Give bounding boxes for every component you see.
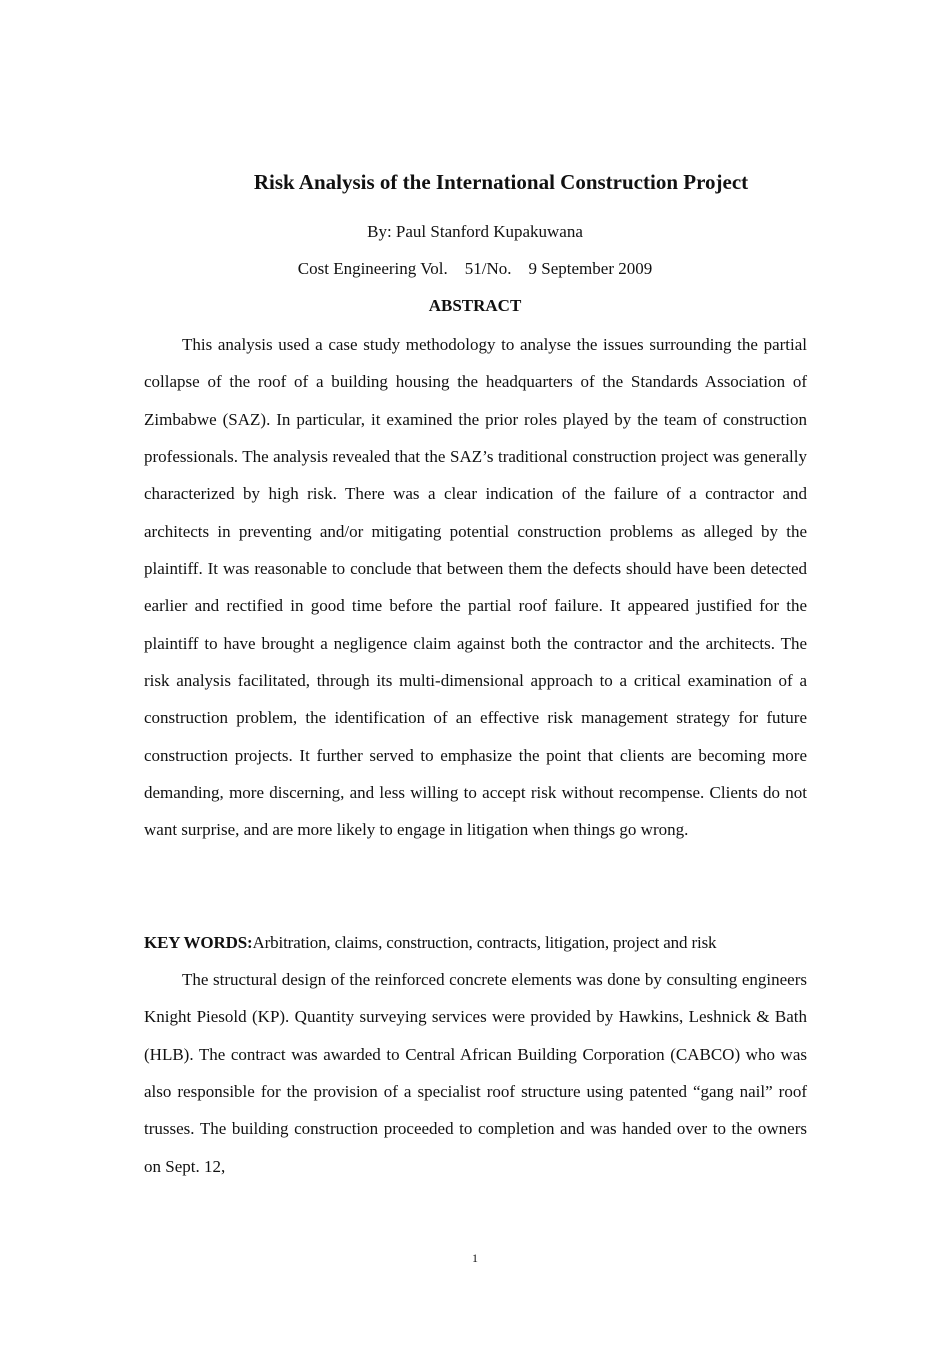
abstract-heading: ABSTRACT <box>428 296 522 315</box>
keywords-line <box>144 924 844 961</box>
keywords-list: Arbitration, claims, construction, contracts, litigation, project and risk <box>252 933 717 952</box>
journal-citation: Cost Engineering Vol. 51/No. 9 September 2009 <box>297 259 653 278</box>
author-byline: By: Paul Stanford Kupakuwana <box>367 222 583 241</box>
intro-paragraph: The structural design of the reinforced concrete elements was done by consulting engineers Knight Piesold (KP). Quantity surveying services were provided by Hawkins, Leshnick & Bath (HLB). The contract was awarded to Central African Building Corporation (CABCO) who was also responsible for the provision of a specialist roof structure using patented “gang nail” roof trusses. The building construction proceeded to completion and was handed over to the owners on Sept. 12, <box>144 970 807 1176</box>
page-number: 1 <box>472 1251 478 1265</box>
abstract-paragraph: This analysis used a case study methodology to analyse the issues surrounding the partial collapse of the roof of a building housing the headquarters of the Standards Association of Zimbabwe (SAZ). In particular, it examined the prior roles played by the team of construction professionals. The analysis revealed that the SAZ’s traditional construction project was generally characterized by high risk. There was a clear indication of the failure of a contractor and architects in preventing and/or mitigating potential construction problems as alleged by the plaintiff. It was reasonable to conclude that between them the defects should have been detected earlier and rectified in good time before the partial roof failure. It appeared justified for the plaintiff to have brought a negligence claim against both the contractor and the architects. The risk analysis facilitated, through its multi-dimensional approach to a critical examination of a construction problem, the identification of an effective risk management strategy for future construction projects. It further served to emphasize the point that clients are becoming more demanding, more discerning, and less willing to accept risk without recompense. Clients do not want surprise, and are more likely to engage in litigation when things go wrong. <box>144 335 807 840</box>
keywords-label: KEY WORDS: <box>144 933 253 952</box>
paper-title: Risk Analysis of the International Construction Project <box>253 170 749 194</box>
